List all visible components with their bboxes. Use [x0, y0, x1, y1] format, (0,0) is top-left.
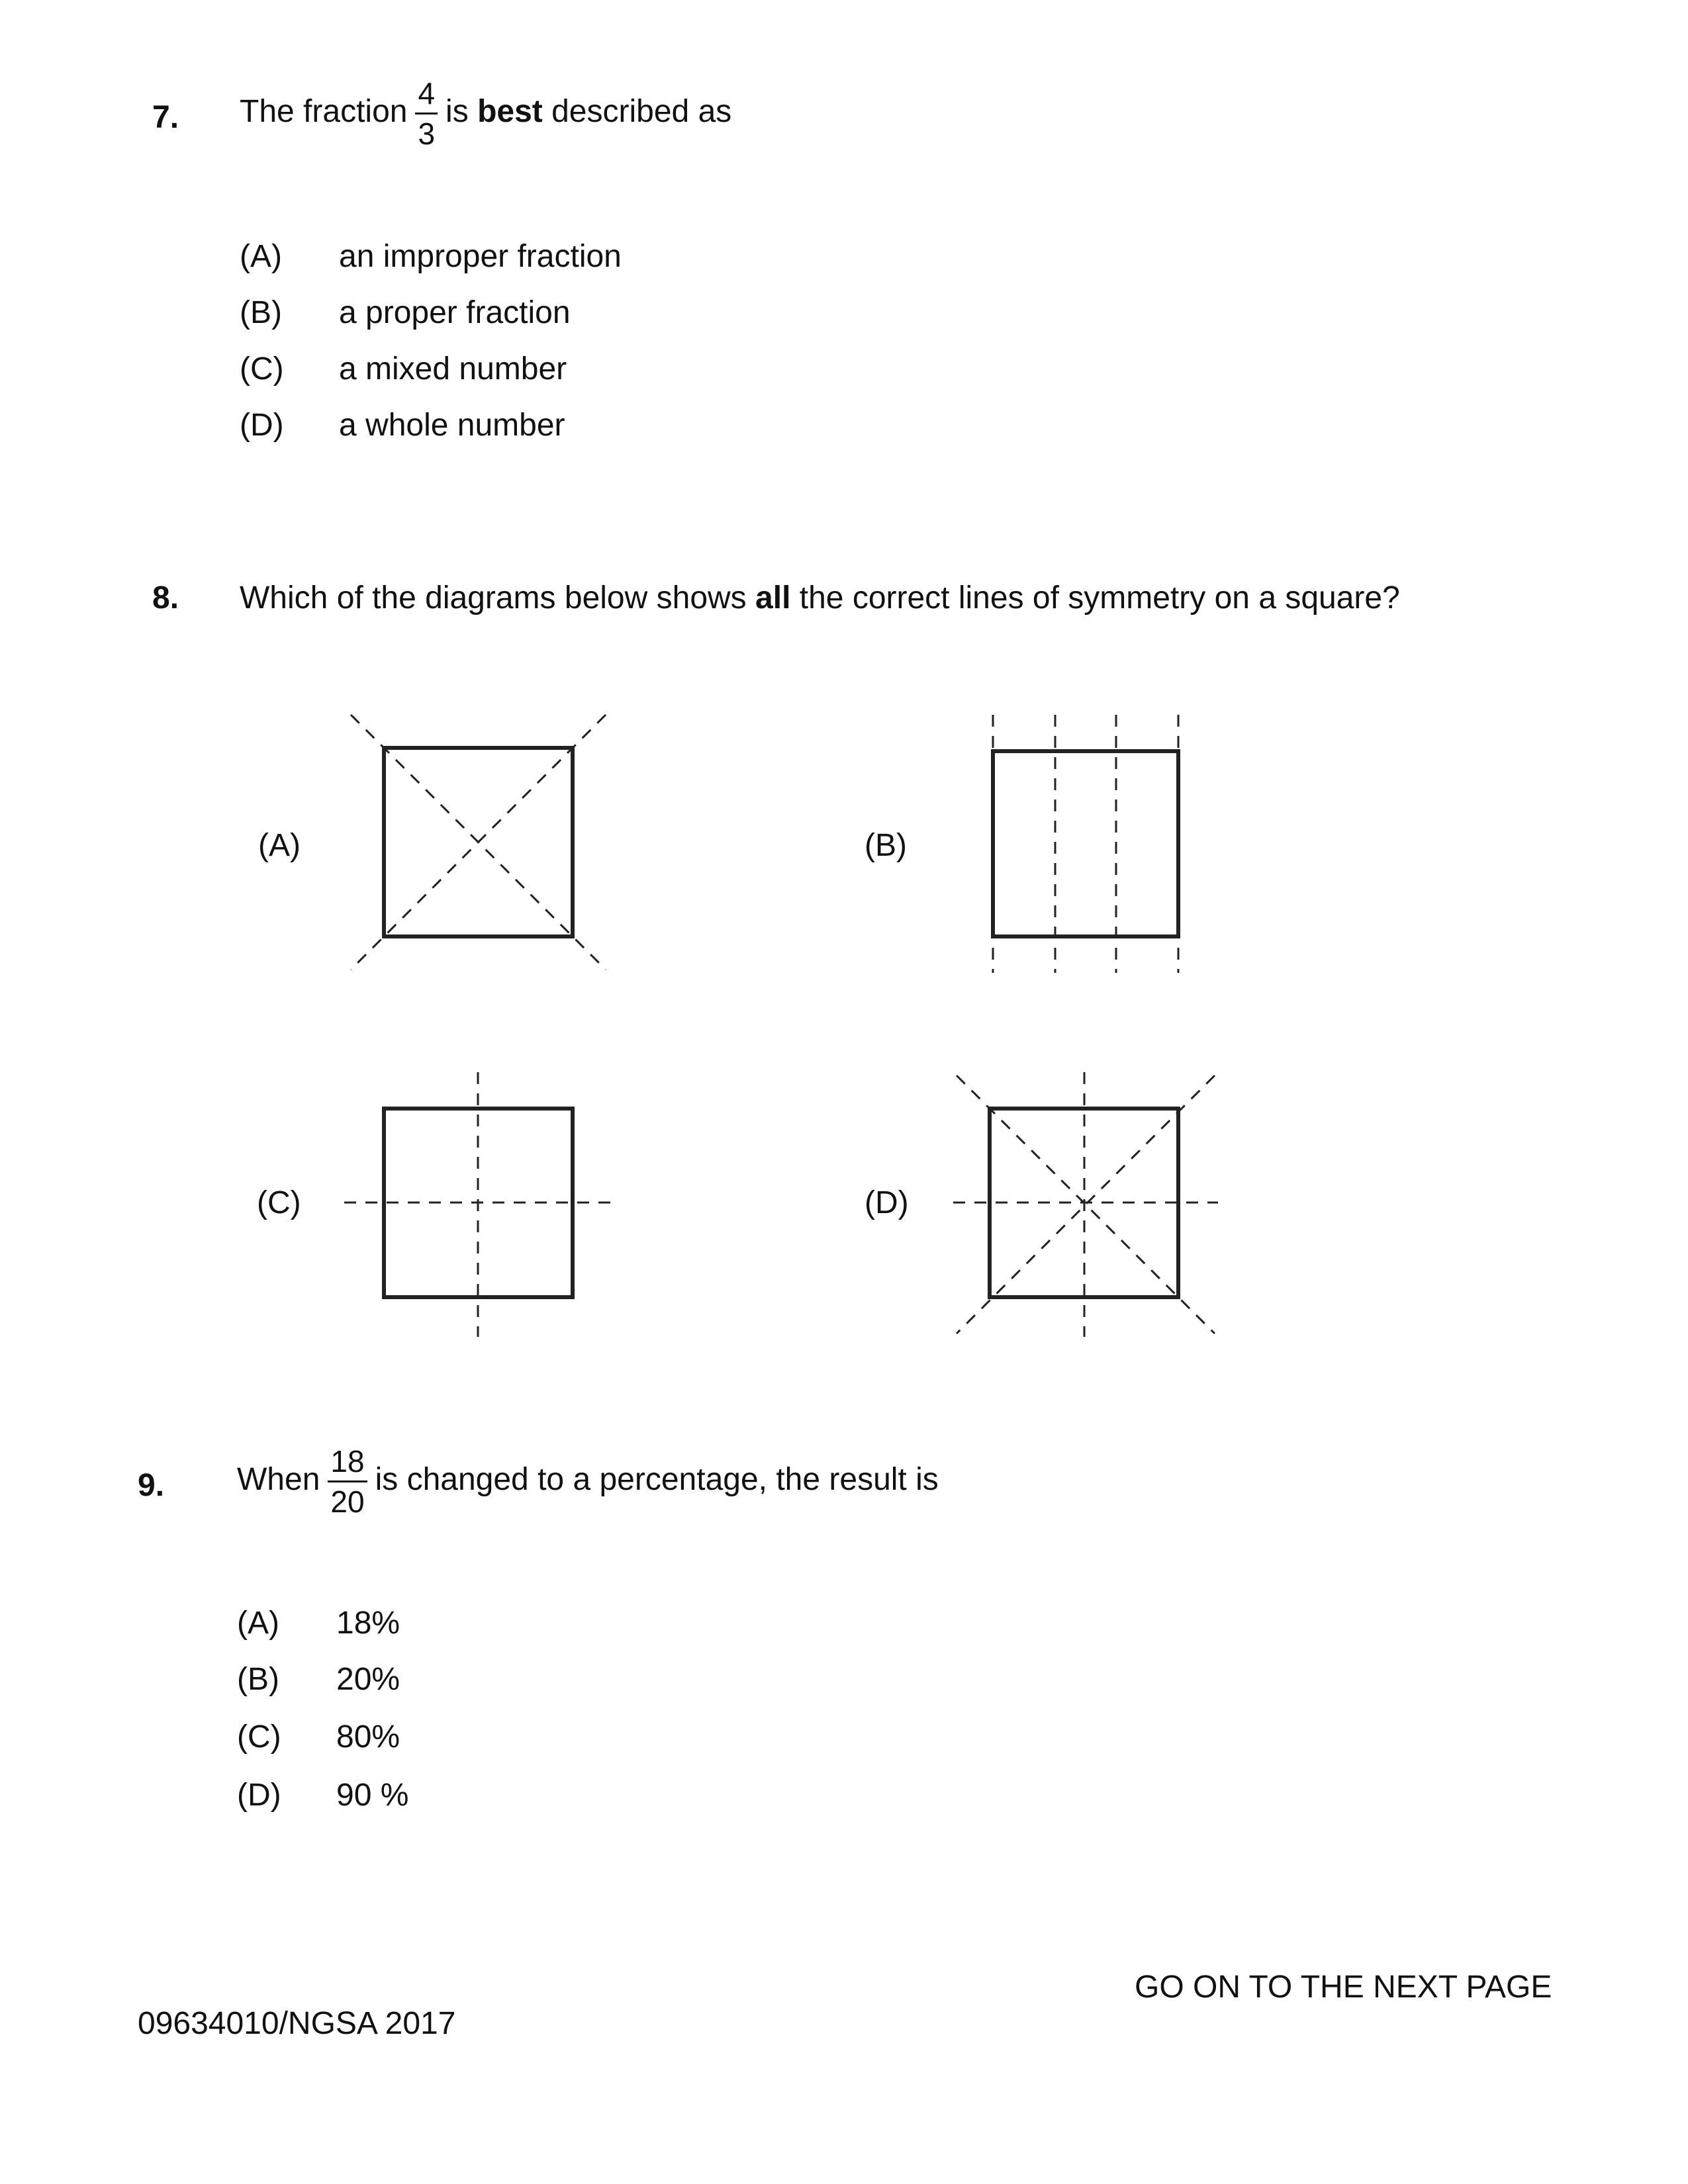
- option-label: (C): [237, 1719, 281, 1754]
- diagram-d-diagonal-line: [957, 1075, 1215, 1334]
- option-label: (D): [237, 1778, 281, 1813]
- question-7-text: [240, 78, 731, 149]
- option-label: (C): [240, 351, 284, 387]
- next-page-notice: GO ON TO THE NEXT PAGE: [1135, 1970, 1552, 2005]
- question-7-text-before: The fraction: [240, 94, 408, 130]
- question-8-text: [240, 580, 1400, 616]
- question-7-text-after-pre: is: [445, 94, 469, 130]
- diagram-d-diagonal-line: [957, 1075, 1215, 1334]
- option-label: (A): [240, 239, 282, 274]
- option-label: (B): [237, 1662, 279, 1697]
- question-8-text-pre: Which of the diagrams below shows: [240, 580, 747, 615]
- option-label: (D): [240, 408, 284, 443]
- question-7-option-b[interactable]: [240, 295, 571, 331]
- question-9-text: [237, 1446, 939, 1517]
- diagram-c-label[interactable]: (C): [257, 1185, 301, 1220]
- option-text: an improper fraction: [339, 239, 622, 274]
- question-9-text-before: When: [237, 1462, 320, 1498]
- question-9-option-a[interactable]: [237, 1605, 400, 1641]
- diagram-d-label[interactable]: (D): [865, 1185, 909, 1220]
- question-8-text-post: the correct lines of symmetry on a square?: [799, 580, 1400, 615]
- question-7-option-c[interactable]: [240, 351, 567, 387]
- option-text: 80%: [336, 1719, 400, 1754]
- option-text: 20%: [336, 1662, 400, 1697]
- diagram-b-square-outline: [993, 751, 1178, 936]
- option-text: a mixed number: [339, 351, 567, 387]
- option-label: (B): [240, 295, 282, 330]
- diagram-a-label[interactable]: (A): [258, 828, 301, 863]
- diagram-b-square: [986, 715, 1185, 973]
- diagram-c-square: [344, 1072, 616, 1337]
- question-7-option-d[interactable]: [240, 407, 565, 443]
- diagram-d-square: [953, 1072, 1218, 1337]
- option-text: a proper fraction: [339, 295, 571, 330]
- question-7-option-a[interactable]: [240, 238, 622, 275]
- question-9-option-b[interactable]: [237, 1661, 400, 1698]
- question-9-denominator: 20: [330, 1484, 365, 1519]
- question-9-numerator: 18: [328, 1446, 367, 1482]
- exam-code: 09634010/NGSA 2017: [138, 2006, 456, 2041]
- option-text: 18%: [336, 1606, 400, 1641]
- question-7-text-after-post: described as: [551, 94, 732, 130]
- question-9-fraction: [328, 1446, 367, 1517]
- diagram-b-label[interactable]: (B): [865, 828, 907, 863]
- question-7-fraction: [415, 78, 438, 149]
- question-9-option-c[interactable]: [237, 1719, 400, 1755]
- option-text: a whole number: [339, 408, 565, 443]
- diagram-a-square: [344, 708, 616, 979]
- question-9-text-after: is changed to a percentage, the result is: [375, 1462, 939, 1498]
- question-8-bold-word: all: [755, 580, 791, 615]
- option-label: (A): [237, 1606, 279, 1641]
- question-7-denominator: 3: [418, 116, 436, 151]
- question-9-number: 9.: [138, 1468, 165, 1503]
- question-7-numerator: 4: [415, 78, 438, 114]
- question-7-number: 7.: [152, 100, 179, 135]
- option-text: 90 %: [336, 1778, 409, 1813]
- question-7-bold-word: best: [477, 94, 543, 130]
- question-9-option-d[interactable]: [237, 1777, 408, 1813]
- question-8-number: 8.: [152, 580, 179, 615]
